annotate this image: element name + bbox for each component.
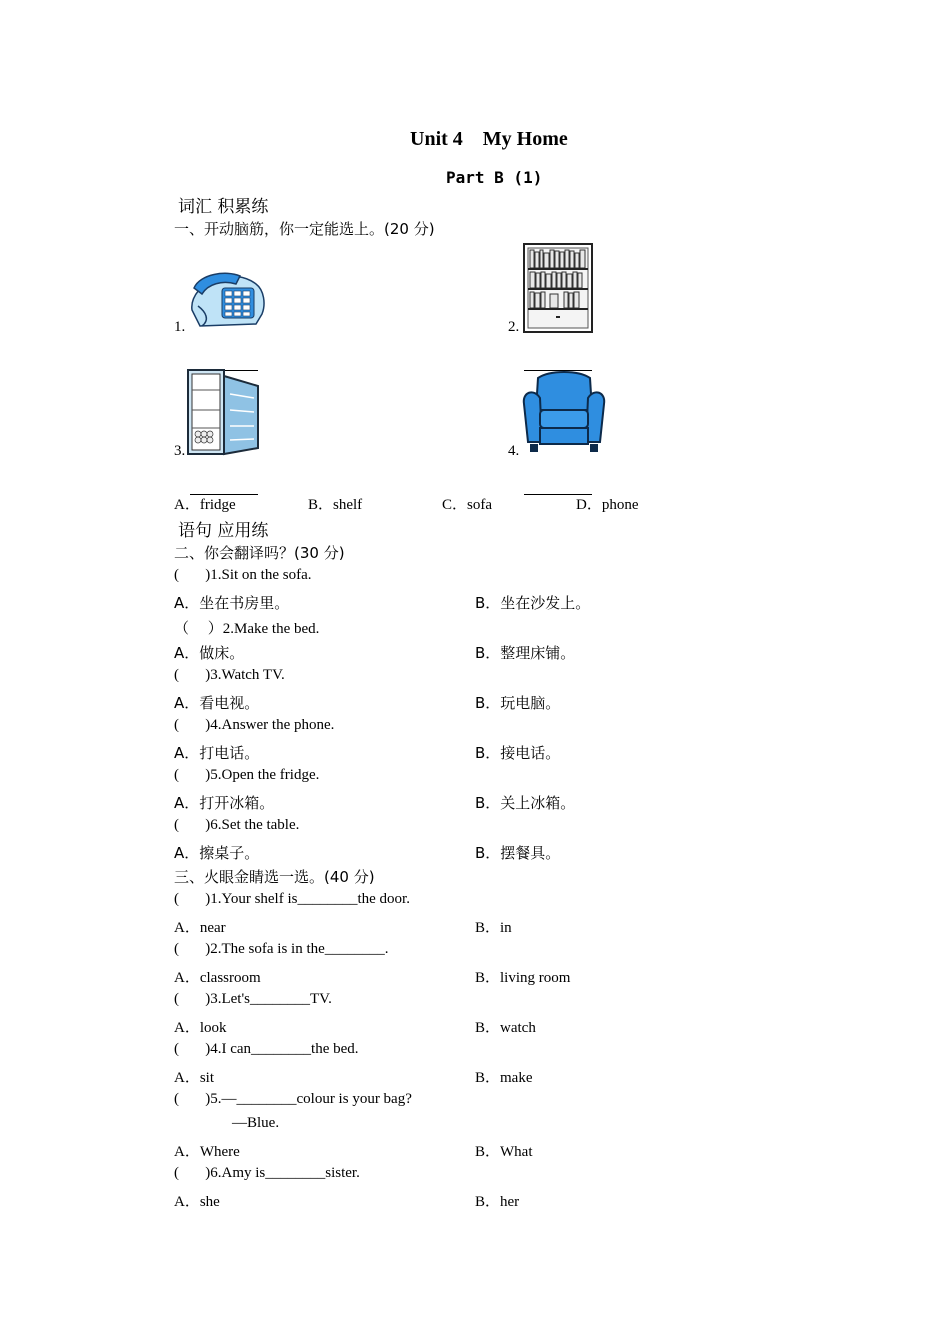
option-a[interactable]: A．擦桌子。 xyxy=(174,844,260,862)
question-line[interactable]: （ ）2.Make the bed. xyxy=(174,621,320,637)
vocab-option: A．fridge xyxy=(174,497,236,513)
option-b[interactable]: B．living room xyxy=(475,970,571,986)
option-b[interactable]: B．her xyxy=(475,1194,520,1210)
vocab-item-num: 3. xyxy=(174,443,186,459)
option-b[interactable]: B．接电话。 xyxy=(475,744,561,762)
option-b[interactable]: B．watch xyxy=(475,1020,536,1036)
option-a[interactable]: A．打电话。 xyxy=(174,744,260,762)
fridge-icon xyxy=(184,366,264,458)
question-answer-line: —Blue. xyxy=(232,1115,280,1131)
translate-section-title: 二、你会翻译吗？(30 分) xyxy=(174,544,345,562)
question-line[interactable]: ( )2.The sofa is in the________. xyxy=(174,941,389,957)
vocab-item-num: 4. xyxy=(508,443,520,459)
vocab-section-title: 一、开动脑筋，你一定能选上。(20 分) xyxy=(174,220,435,238)
option-a[interactable]: A．look xyxy=(174,1020,227,1036)
option-a[interactable]: A．打开冰箱。 xyxy=(174,794,275,812)
option-a[interactable]: A．near xyxy=(174,920,226,936)
bookshelf-icon xyxy=(520,242,596,334)
option-b[interactable]: B．摆餐具。 xyxy=(475,844,561,862)
option-a[interactable]: A．坐在书房里。 xyxy=(174,594,290,612)
vocab-option: C．sofa xyxy=(442,497,492,513)
vocab-option: B．shelf xyxy=(308,497,363,513)
question-line[interactable]: ( )3.Watch TV. xyxy=(174,667,285,683)
vocab-item-num: 2. xyxy=(508,319,520,335)
page-subtitle: Part B (1) xyxy=(446,168,543,187)
option-b[interactable]: B．make xyxy=(475,1070,533,1086)
option-a[interactable]: A．classroom xyxy=(174,970,261,986)
option-b[interactable]: B．坐在沙发上。 xyxy=(475,594,591,612)
question-line[interactable]: ( )4.Answer the phone. xyxy=(174,717,335,733)
sentence-heading: 语句 应用练 xyxy=(178,521,269,541)
sofa-icon xyxy=(520,370,608,456)
vocab-item-num: 1. xyxy=(174,319,186,335)
question-line[interactable]: ( )1.Sit on the sofa. xyxy=(174,567,312,583)
option-a[interactable]: A．看电视。 xyxy=(174,694,260,712)
vocab-heading: 词汇 积累练 xyxy=(178,197,269,217)
option-b[interactable]: B．关上冰箱。 xyxy=(475,794,576,812)
option-b[interactable]: B．玩电脑。 xyxy=(475,694,561,712)
question-line[interactable]: ( )4.I can________the bed. xyxy=(174,1041,359,1057)
page-title: Unit 4 My Home xyxy=(410,128,568,150)
option-b[interactable]: B．整理床铺。 xyxy=(475,644,576,662)
phone-icon xyxy=(186,268,270,332)
question-line[interactable]: ( )5.Open the fridge. xyxy=(174,767,320,783)
option-a[interactable]: A．she xyxy=(174,1194,220,1210)
option-b[interactable]: B．in xyxy=(475,920,512,936)
option-a[interactable]: A．sit xyxy=(174,1070,215,1086)
question-line[interactable]: ( )5.—________colour is your bag? xyxy=(174,1091,412,1107)
option-b[interactable]: B．What xyxy=(475,1144,533,1160)
option-a[interactable]: A．Where xyxy=(174,1144,240,1160)
question-line[interactable]: ( )1.Your shelf is________the door. xyxy=(174,891,410,907)
question-line[interactable]: ( )6.Set the table. xyxy=(174,817,300,833)
choice-section-title: 三、火眼金睛选一选。(40 分) xyxy=(174,868,375,886)
vocab-option: D．phone xyxy=(576,497,639,513)
question-line[interactable]: ( )3.Let's________TV. xyxy=(174,991,332,1007)
question-line[interactable]: ( )6.Amy is________sister. xyxy=(174,1165,360,1181)
option-a[interactable]: A．做床。 xyxy=(174,644,245,662)
